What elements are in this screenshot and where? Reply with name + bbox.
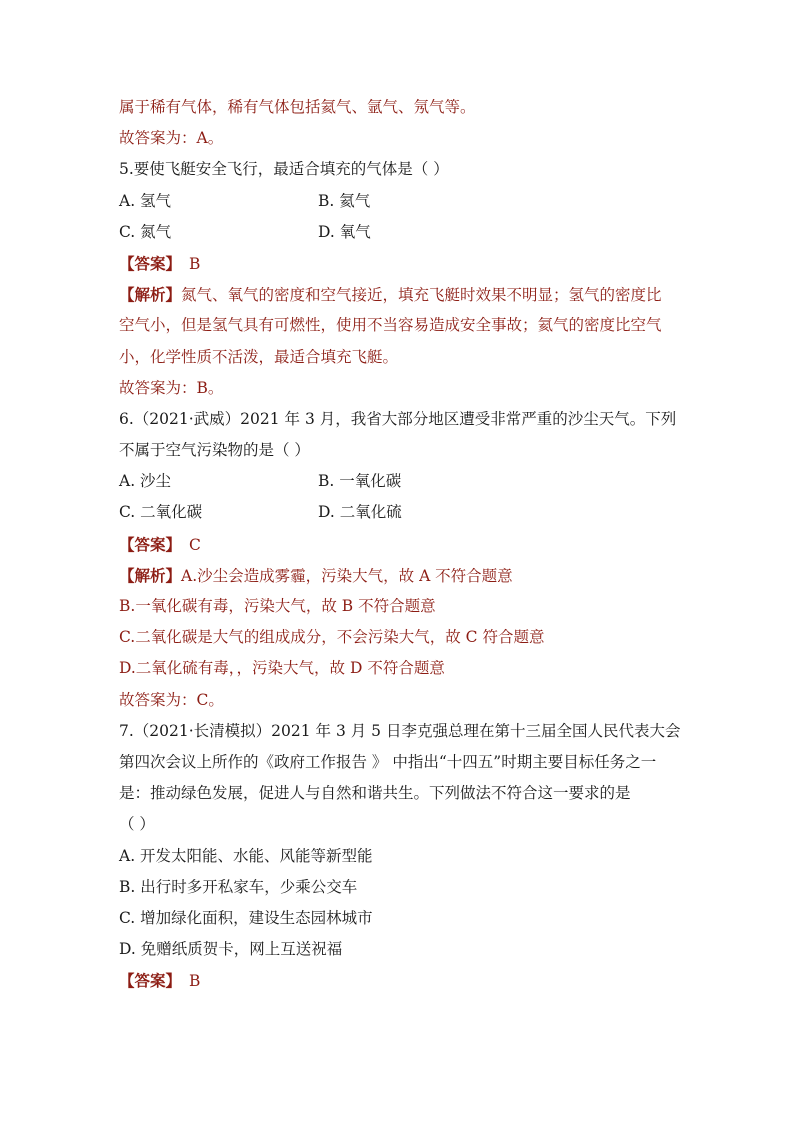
q5-options-row-1 (119, 186, 679, 217)
q5-stem: 5.要使飞艇安全飞行，最适合填充的气体是（ ） (119, 160, 449, 179)
q5-answer-letter: B (189, 254, 201, 273)
q7-stem-line-4: （ ） (119, 815, 155, 834)
q6-answer (119, 529, 679, 560)
q6-option-c: C. 二氧化碳 (119, 503, 203, 522)
q7-option-c: C. 增加绿化面积，建设生态园林城市 (119, 908, 373, 927)
q7-stem-line-2: 第四次会议上所作的《政府工作报告 》 中指出“十四五”时期主要目标任务之一 (119, 752, 657, 771)
q6-conclusion: 故答案为：C。 (119, 690, 224, 709)
q6-analysis-tag: 【解析】 (119, 565, 182, 585)
q7-stem-line-3: 是：推动绿色发展，促进人与自然和谐共生。下列做法不符合这一要求的是 (119, 784, 631, 803)
q5-option-c: C. 氮气 (119, 222, 172, 241)
q6-analysis-line-b: B.一氧化碳有毒，污染大气，故 B 不符合题意 (119, 597, 436, 615)
q5-option-a: A. 氢气 (119, 191, 172, 210)
q7-option-d: D. 免赠纸质贺卡，网上互送祝福 (119, 940, 343, 959)
q5-options-row-2 (119, 217, 679, 248)
q7-option-a: A. 开发太阳能、水能、风能等新型能 (119, 846, 373, 865)
q5-conclusion: 故答案为：B。 (119, 378, 224, 397)
q7-stem-line-1: 7.（2021·长清模拟）2021 年 3 月 5 日李克强总理在第十三届全国人民代表大会 (119, 721, 681, 740)
q6-analysis-line-a (119, 560, 679, 591)
q5-answer-tag: 【答案】 (119, 253, 182, 273)
q6-option-d: D. 二氧化硫 (318, 503, 402, 522)
q5-analysis-tag: 【解析】 (119, 285, 182, 305)
q6-options-row-1 (119, 466, 679, 497)
q7-answer-letter: B (189, 972, 201, 991)
q6-options-row-2 (119, 497, 679, 528)
q6-option-b: B. 一氧化碳 (318, 472, 402, 491)
q6-analysis-line-d: D.二氧化硫有毒，，污染大气，故 D 不符合题意 (119, 659, 445, 678)
prev-conclusion: 故答案为：A。 (119, 129, 224, 148)
q5-option-b: B. 氦气 (318, 191, 371, 210)
q5-analysis-line-3: 小，化学性质不活泼，最适合填充飞艇。 (119, 347, 399, 366)
q7-answer (119, 965, 679, 996)
q6-answer-letter: C (189, 535, 201, 554)
q5-analysis-text-1: 氮气、氧气的密度和空气接近，填充飞艇时效果不明显；氢气的密度比 (181, 286, 662, 305)
q5-analysis-line-1 (119, 279, 679, 310)
q7-option-b: B. 出行时多开私家车，少乘公交车 (119, 877, 358, 896)
document-page (119, 92, 679, 996)
q6-analysis-text-a: A.沙尘会造成雾霾，污染大气，故 A 不符合题意 (181, 566, 513, 585)
q6-stem-line-1: 6.（2021·武威）2021 年 3 月，我省大部分地区遭受非常严重的沙尘天气。下列 (119, 409, 677, 428)
prev-analysis-line: 属于稀有气体，稀有气体包括氦气、氩气、氖气等。 (119, 98, 476, 116)
q5-option-d: D. 氧气 (318, 222, 371, 241)
q5-answer (119, 248, 679, 279)
q7-answer-tag: 【答案】 (119, 971, 182, 991)
q5-analysis-line-2: 空气小，但是氢气具有可燃性，使用不当容易造成安全事故；氦气的密度比空气 (119, 316, 662, 335)
q6-option-a: A. 沙尘 (119, 472, 172, 491)
q6-stem-line-2: 不属于空气污染物的是（ ） (119, 441, 310, 460)
q6-answer-tag: 【答案】 (119, 534, 182, 554)
q6-analysis-line-c: C.二氧化碳是大气的组成成分，不会污染大气，故 C 符合题意 (119, 628, 545, 647)
